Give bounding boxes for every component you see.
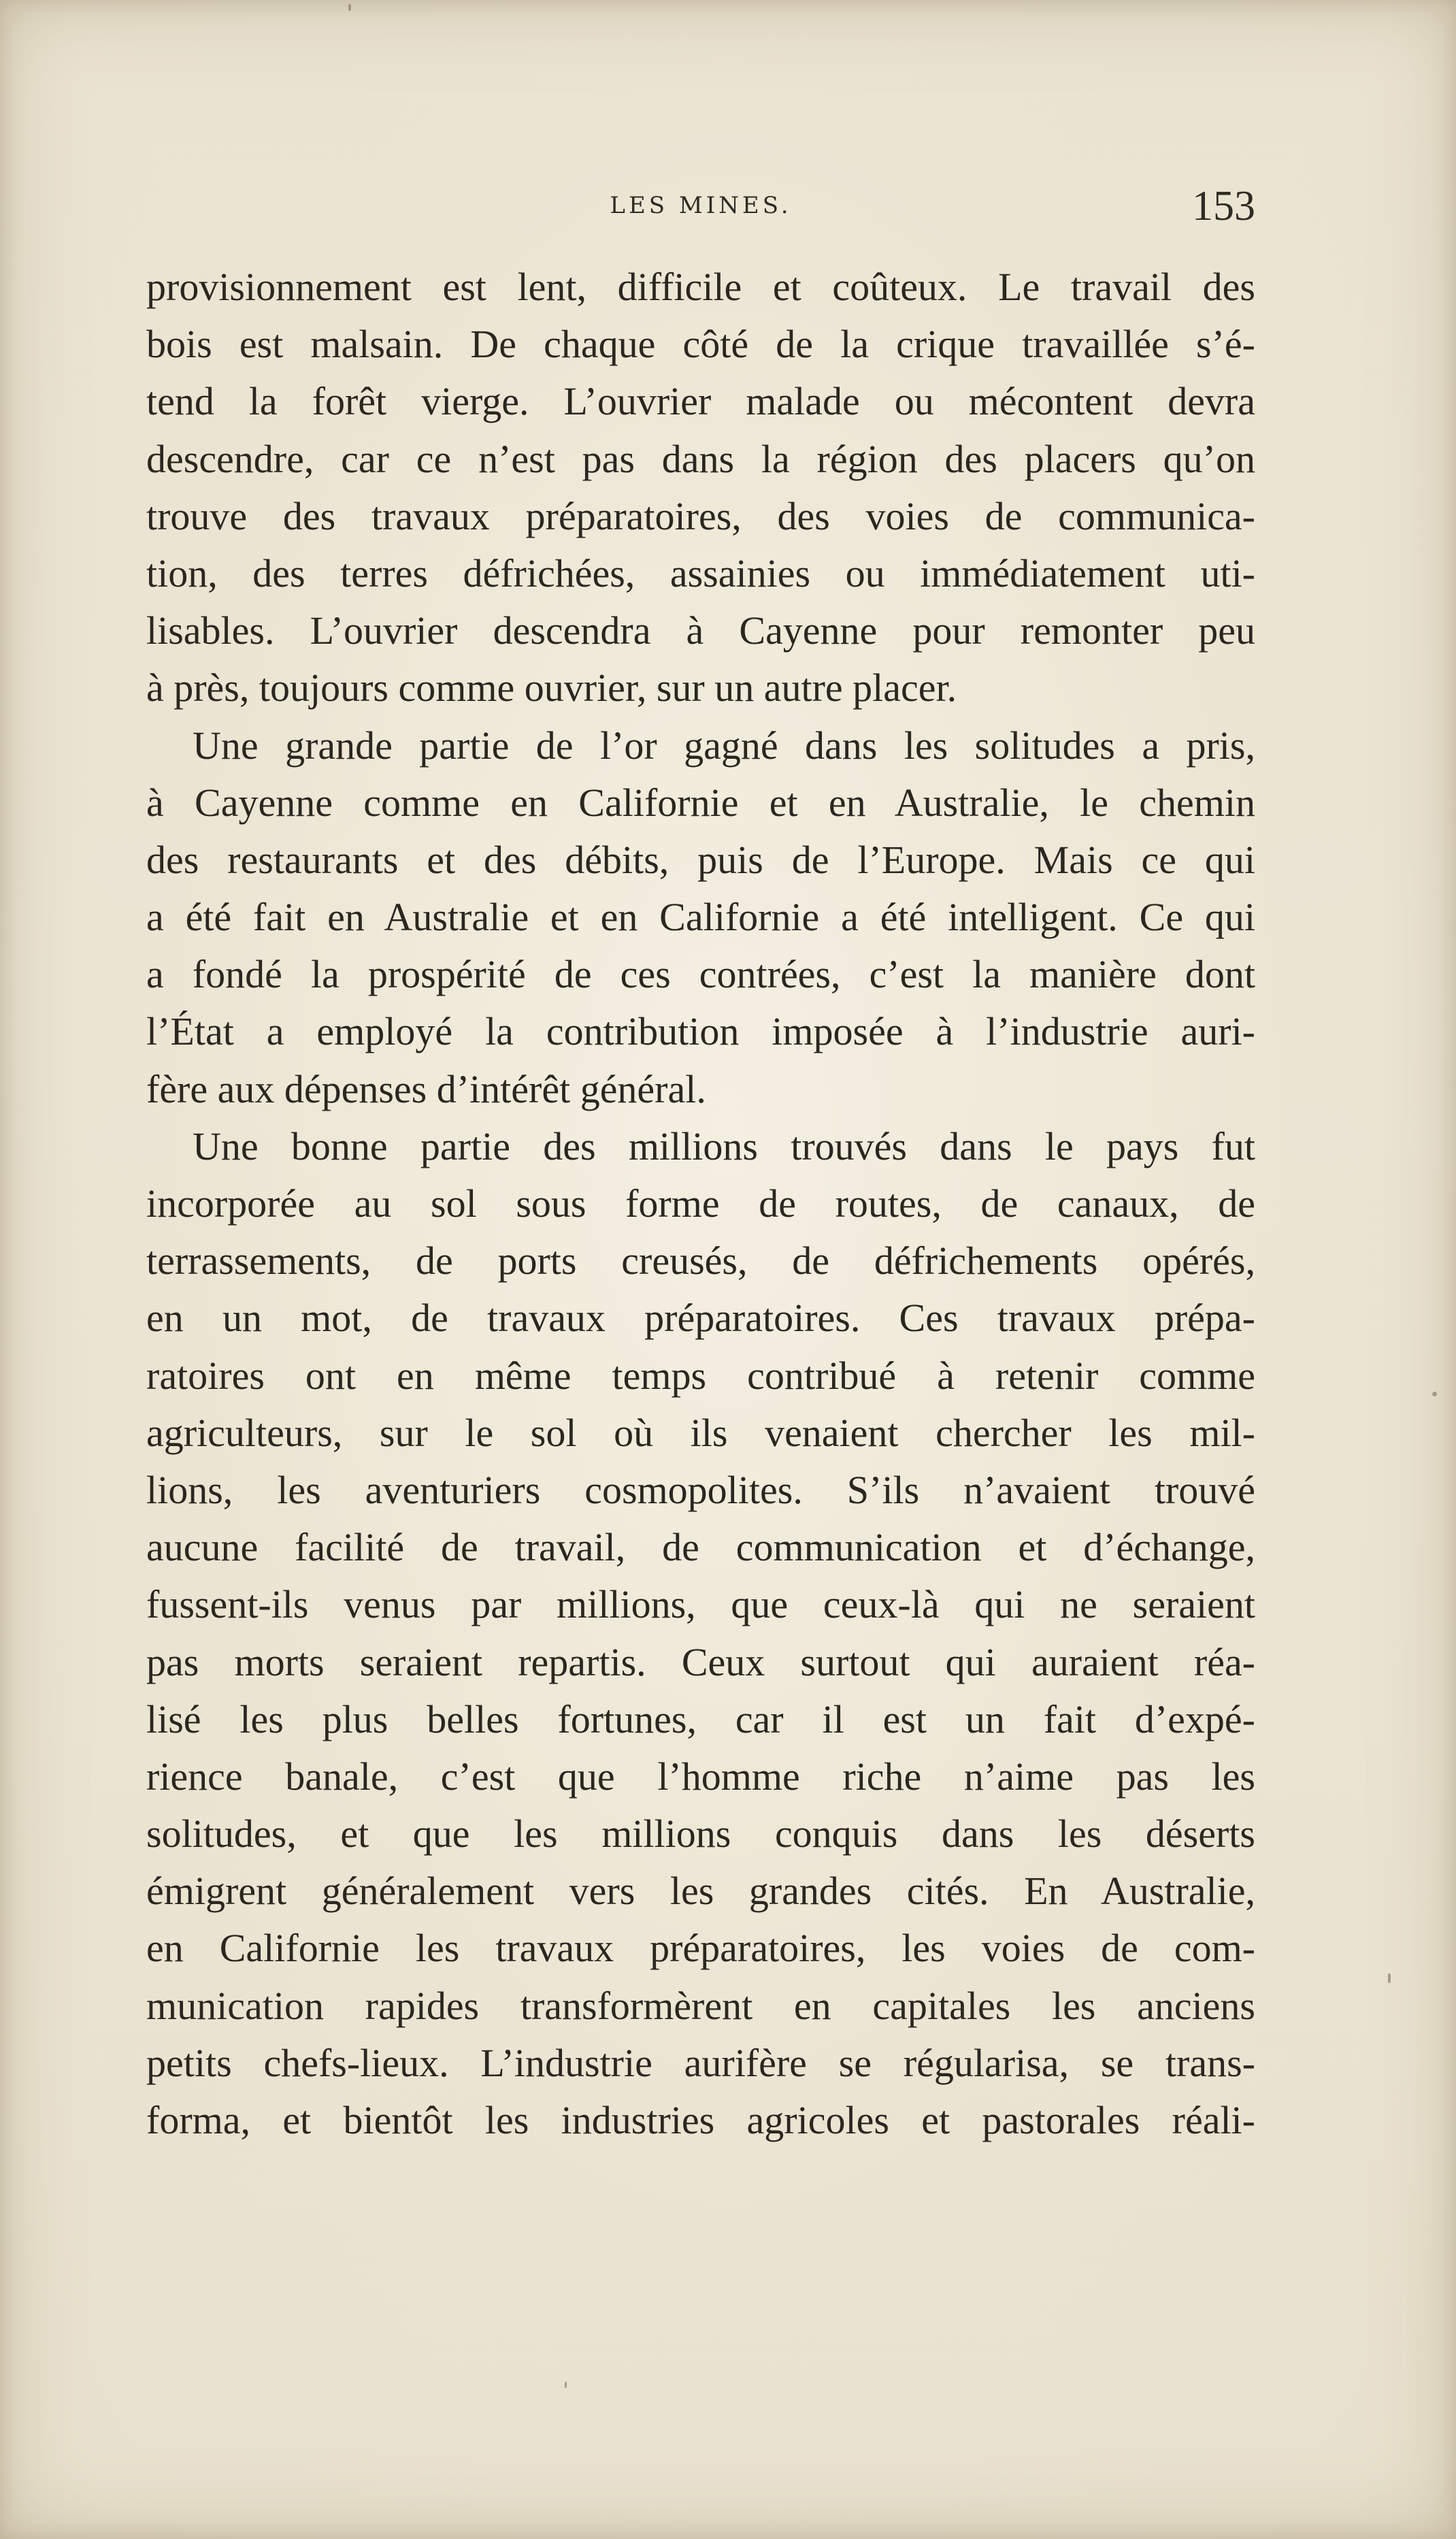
text-line: forma, et bientôt les industries agricoles et pastorales réali- bbox=[146, 2098, 1255, 2142]
text-line: Une bonne partie des millions trouvés dans le pays fut bbox=[193, 1124, 1255, 1168]
page-header bbox=[146, 182, 1255, 237]
text-line: émigrent généralement vers les grandes cités. En Australie, bbox=[146, 1869, 1255, 1914]
text-line: incorporée au sol sous forme de routes, de canaux, de bbox=[146, 1181, 1255, 1226]
text-line: solitudes, et que les millions conquis dans les déserts bbox=[146, 1812, 1255, 1856]
text-line: lisé les plus belles fortunes, car il est un fait d’expé- bbox=[146, 1697, 1255, 1741]
paper-speck bbox=[1432, 1392, 1437, 1396]
text-line: à Cayenne comme en Californie et en Australie, le chemin bbox=[146, 780, 1255, 825]
text-line: Une grande partie de l’or gagné dans les solitudes a pris, bbox=[193, 723, 1255, 768]
text-line: pas morts seraient repartis. Ceux surtout qui auraient réa- bbox=[146, 1639, 1255, 1684]
page-number: 153 bbox=[1192, 183, 1255, 229]
text-line: fussent-ils venus par millions, que ceux-là qui ne seraient bbox=[146, 1582, 1255, 1627]
text-line: tion, des terres défrichées, assainies ou immédiatement uti- bbox=[146, 551, 1255, 595]
paper-speck bbox=[348, 4, 351, 11]
text-line: petits chefs-lieux. L’industrie aurifère se régularisa, se trans- bbox=[146, 2040, 1255, 2085]
text-line: ratoires ont en même temps contribué à retenir comme bbox=[146, 1353, 1255, 1398]
text-line: bois est malsain. De chaque côté de la crique travaillée s’é- bbox=[146, 322, 1255, 367]
text-line: fère aux dépenses d’intérêt général. bbox=[146, 1066, 706, 1111]
paper-speck bbox=[1388, 1973, 1391, 1983]
text-line: des restaurants et des débits, puis de l’Europe. Mais ce qui bbox=[146, 837, 1255, 882]
text-line: tend la forêt vierge. L’ouvrier malade ou mécontent devra bbox=[146, 379, 1255, 424]
text-line: l’État a employé la contribution imposée à l’industrie auri- bbox=[146, 1009, 1255, 1054]
text-line: trouve des travaux préparatoires, des voies de communica- bbox=[146, 493, 1255, 538]
text-line: à près, toujours comme ouvrier, sur un autre placer. bbox=[146, 666, 957, 710]
text-line: descendre, car ce n’est pas dans la région des placers qu’on bbox=[146, 436, 1255, 481]
text-line: agriculteurs, sur le sol où ils venaient chercher les mil- bbox=[146, 1410, 1255, 1455]
text-line: lions, les aventuriers cosmopolites. S’ils n’avaient trouvé bbox=[146, 1467, 1255, 1512]
text-line: aucune facilité de travail, de communication et d’échange, bbox=[146, 1525, 1255, 1570]
text-line: a fondé la prospérité de ces contrées, c’est la manière dont bbox=[146, 952, 1255, 997]
text-line: en Californie les travaux préparatoires, les voies de com- bbox=[146, 1926, 1255, 1971]
body-text bbox=[146, 259, 1255, 2149]
text-line: munication rapides transformèrent en capitales les anciens bbox=[146, 1983, 1255, 2028]
text-line: rience banale, c’est que l’homme riche n’aime pas les bbox=[146, 1754, 1255, 1799]
text-line: lisables. L’ouvrier descendra à Cayenne pour remonter peu bbox=[146, 608, 1255, 653]
text-line: terrassements, de ports creusés, de défrichements opérés, bbox=[146, 1239, 1255, 1283]
text-line: a été fait en Australie et en Californie a été intelligent. Ce qui bbox=[146, 895, 1255, 940]
running-head: LES MINES. bbox=[610, 192, 792, 219]
text-line: provisionnement est lent, difficile et coûteux. Le travail des bbox=[146, 265, 1255, 309]
text-line: en un mot, de travaux préparatoires. Ces travaux prépa- bbox=[146, 1296, 1255, 1341]
paper-speck bbox=[565, 2382, 567, 2388]
